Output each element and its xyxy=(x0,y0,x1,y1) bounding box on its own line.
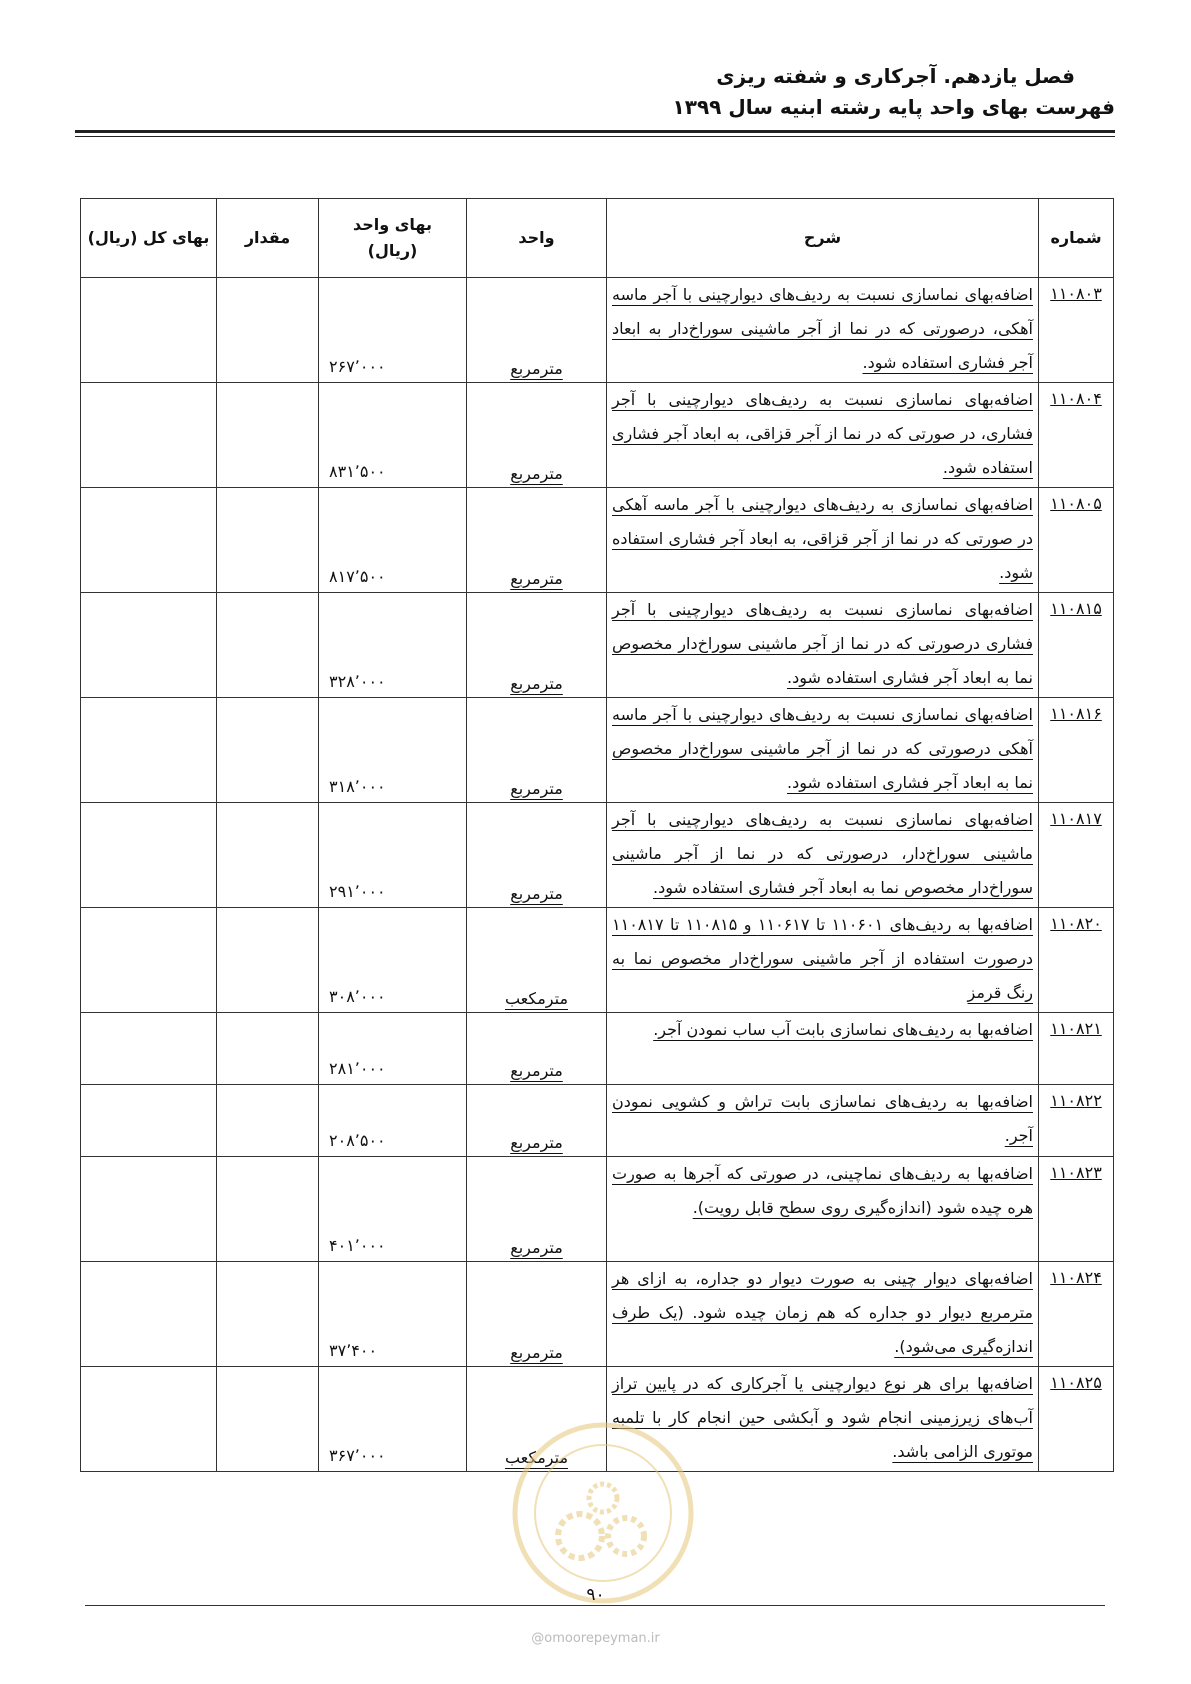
row-description: اضافه‌بهای نماسازی نسبت به ردیف‌های دیوارچینی با آجر ماشینی سوراخ‌دار، درصورتی که در نما از آجر ماشینی سوراخ‌دار مخصوص نما به ابعاد آجر فشاری استفاده شود. xyxy=(607,803,1039,908)
row-total xyxy=(81,1013,217,1085)
row-number: ۱۱۰۸۰۵ xyxy=(1039,488,1114,593)
row-unit: مترمربع xyxy=(467,698,607,803)
row-description: اضافه‌بهای دیوار چینی به صورت دیوار دو جداره، به ازای هر مترمربع دیوار دو جداره که هم زمان چیده شود. (یک طرف اندازه‌گیری می‌شود). xyxy=(607,1262,1039,1367)
row-number: ۱۱۰۸۱۵ xyxy=(1039,593,1114,698)
row-total xyxy=(81,803,217,908)
col-quantity-header: مقدار xyxy=(217,199,319,278)
row-number: ۱۱۰۸۱۶ xyxy=(1039,698,1114,803)
row-total xyxy=(81,593,217,698)
row-unit: مترمربع xyxy=(467,383,607,488)
row-quantity xyxy=(217,1262,319,1367)
row-description: اضافه‌بهای نماسازی نسبت به ردیف‌های دیوارچینی با آجر ماسه آهکی درصورتی که در نما از آجر ماشینی سوراخ‌دار مخصوص نما به ابعاد آجر فشاری استفاده شود. xyxy=(607,698,1039,803)
row-total xyxy=(81,1085,217,1157)
table-row xyxy=(81,698,1114,803)
row-number: ۱۱۰۸۲۳ xyxy=(1039,1157,1114,1262)
row-number: ۱۱۰۸۰۴ xyxy=(1039,383,1114,488)
row-quantity xyxy=(217,908,319,1013)
table-row xyxy=(81,383,1114,488)
row-quantity xyxy=(217,1157,319,1262)
header-rule-thick xyxy=(75,130,1115,133)
row-description: اضافه‌بهای نماسازی نسبت به ردیف‌های دیوارچینی با آجر ماسه آهکی، درصورتی که در نما از آجر ماشینی سوراخ‌دار به ابعاد آجر فشاری استفاده شود. xyxy=(607,278,1039,383)
row-unit: مترمربع xyxy=(467,1262,607,1367)
table-row xyxy=(81,1085,1114,1157)
page-number: ۹۰ xyxy=(586,1585,605,1605)
col-total-header: بهای کل (ریال) xyxy=(81,199,217,278)
row-description: اضافه‌بهای نماسازی به ردیف‌های دیوارچینی با آجر ماسه آهکی در صورتی که در نما از آجر قزاقی، به ابعاد آجر فشاری استفاده شود. xyxy=(607,488,1039,593)
row-description: اضافه‌بها برای هر نوع دیوارچینی یا آجرکاری که در پایین تراز آب‌های زیرزمینی انجام شود و آبکشی حین انجام کار با تلمبه موتوری الزامی باشد. xyxy=(607,1367,1039,1472)
row-total xyxy=(81,278,217,383)
row-unit-price: ۳۰۸٬۰۰۰ xyxy=(319,908,467,1013)
row-description: اضافه‌بها به ردیف‌های نماچینی، در صورتی که آجرها به صورت هره چیده شود (اندازه‌گیری روی سطح قابل رویت). xyxy=(607,1157,1039,1262)
page-header xyxy=(75,62,1115,122)
table-row xyxy=(81,803,1114,908)
row-number: ۱۱۰۸۲۰ xyxy=(1039,908,1114,1013)
row-quantity xyxy=(217,803,319,908)
table-header-row xyxy=(81,199,1114,278)
table-row xyxy=(81,1013,1114,1085)
row-unit: مترمربع xyxy=(467,278,607,383)
row-unit: مترمربع xyxy=(467,488,607,593)
row-quantity xyxy=(217,278,319,383)
row-number: ۱۱۰۸۲۲ xyxy=(1039,1085,1114,1157)
row-total xyxy=(81,698,217,803)
row-total xyxy=(81,1367,217,1472)
row-description: اضافه‌بهای نماسازی نسبت به ردیف‌های دیوارچینی با آجر فشاری درصورتی که در نما از آجر ماشینی سوراخ‌دار مخصوص نما به ابعاد آجر فشاری استفاده شود. xyxy=(607,593,1039,698)
row-total xyxy=(81,488,217,593)
row-quantity xyxy=(217,1367,319,1472)
price-table xyxy=(80,198,1114,1472)
row-description: اضافه‌بها به ردیف‌های ۱۱۰۶۰۱ تا ۱۱۰۶۱۷ و ۱۱۰۸۱۵ تا ۱۱۰۸۱۷ درصورت استفاده از آجر ماشینی سوراخ‌دار مخصوص نما به رنگ قرمز xyxy=(607,908,1039,1013)
row-quantity xyxy=(217,698,319,803)
col-description-header: شرح xyxy=(607,199,1039,278)
row-unit: مترمربع xyxy=(467,803,607,908)
footer-rule xyxy=(85,1605,1105,1606)
row-description: اضافه‌بها به ردیف‌های نماسازی بابت آب ساب نمودن آجر. xyxy=(607,1013,1039,1085)
row-unit-price: ۸۳۱٬۵۰۰ xyxy=(319,383,467,488)
table-row xyxy=(81,1262,1114,1367)
row-number: ۱۱۰۸۲۴ xyxy=(1039,1262,1114,1367)
row-unit-price: ۴۰۱٬۰۰۰ xyxy=(319,1157,467,1262)
col-unit-header: واحد xyxy=(467,199,607,278)
row-unit: مترمکعب xyxy=(467,908,607,1013)
table-row xyxy=(81,488,1114,593)
row-quantity xyxy=(217,1085,319,1157)
website-watermark: @omoorepeyman.ir xyxy=(531,1631,660,1646)
table-row xyxy=(81,1157,1114,1262)
table-row xyxy=(81,908,1114,1013)
col-number-header: شماره xyxy=(1039,199,1114,278)
row-description: اضافه‌بها به ردیف‌های نماسازی بابت تراش و کشویی نمودن آجر. xyxy=(607,1085,1039,1157)
row-quantity xyxy=(217,488,319,593)
row-unit-price: ۲۹۱٬۰۰۰ xyxy=(319,803,467,908)
row-unit-price: ۸۱۷٬۵۰۰ xyxy=(319,488,467,593)
row-unit-price: ۳۷٬۴۰۰ xyxy=(319,1262,467,1367)
row-unit-price: ۲۸۱٬۰۰۰ xyxy=(319,1013,467,1085)
row-unit-price: ۲۰۸٬۵۰۰ xyxy=(319,1085,467,1157)
table-row xyxy=(81,278,1114,383)
catalog-title: فهرست بهای واحد پایه رشته ابنیه سال ۱۳۹۹ xyxy=(672,95,1115,119)
chapter-title: فصل یازدهم. آجرکاری و شفته ریزی xyxy=(716,64,1075,88)
row-quantity xyxy=(217,593,319,698)
row-total xyxy=(81,1262,217,1367)
row-description: اضافه‌بهای نماسازی نسبت به ردیف‌های دیوارچینی با آجر فشاری، در صورتی که در نما از آجر قزاقی، به ابعاد آجر فشاری استفاده شود. xyxy=(607,383,1039,488)
table-row xyxy=(81,1367,1114,1472)
header-rule-thin xyxy=(75,136,1115,137)
row-unit: مترمربع xyxy=(467,1157,607,1262)
row-total xyxy=(81,908,217,1013)
row-total xyxy=(81,383,217,488)
unit-price-header-line2: (ریال) xyxy=(367,241,418,260)
row-unit-price: ۳۶۷٬۰۰۰ xyxy=(319,1367,467,1472)
row-quantity xyxy=(217,383,319,488)
row-unit: مترمربع xyxy=(467,593,607,698)
row-number: ۱۱۰۸۲۵ xyxy=(1039,1367,1114,1472)
row-total xyxy=(81,1157,217,1262)
row-unit: مترمربع xyxy=(467,1013,607,1085)
row-unit: مترمربع xyxy=(467,1085,607,1157)
row-unit-price: ۲۶۷٬۰۰۰ xyxy=(319,278,467,383)
row-number: ۱۱۰۸۰۳ xyxy=(1039,278,1114,383)
row-unit-price: ۳۱۸٬۰۰۰ xyxy=(319,698,467,803)
unit-price-header-line1: بهای واحد xyxy=(352,215,432,234)
table-row xyxy=(81,593,1114,698)
col-unit-price-header xyxy=(319,199,467,278)
row-number: ۱۱۰۸۱۷ xyxy=(1039,803,1114,908)
row-unit: مترمکعب xyxy=(467,1367,607,1472)
row-unit-price: ۳۲۸٬۰۰۰ xyxy=(319,593,467,698)
row-quantity xyxy=(217,1013,319,1085)
row-number: ۱۱۰۸۲۱ xyxy=(1039,1013,1114,1085)
